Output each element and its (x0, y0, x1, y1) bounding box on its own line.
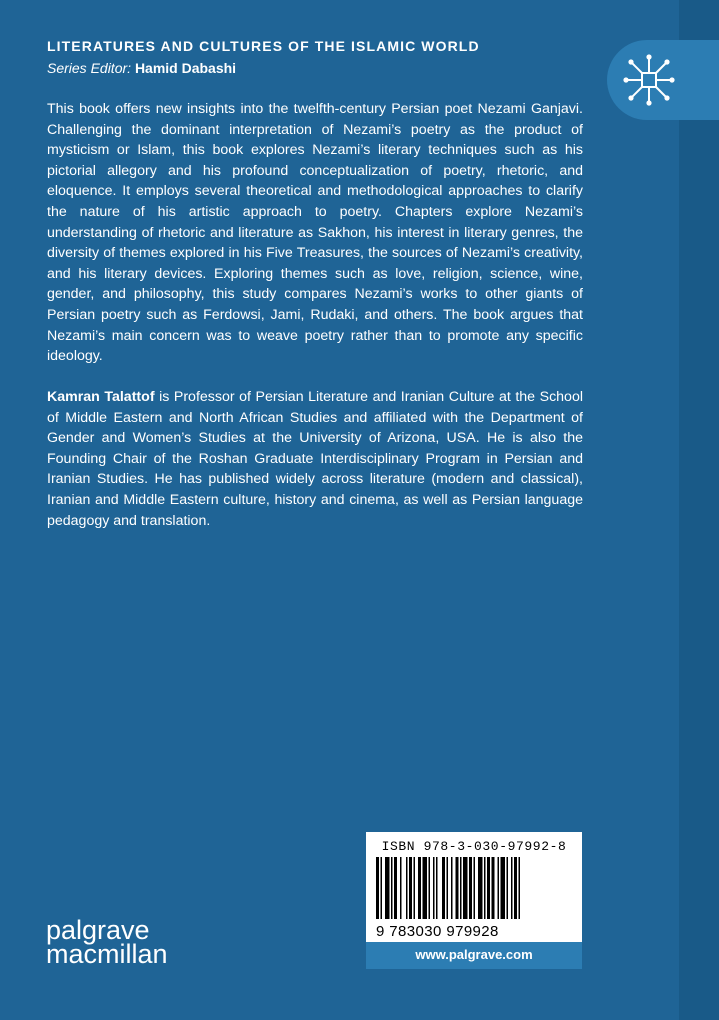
author-bio-text: is Professor of Persian Literature and Iranian Culture at the School of Middle Eastern and North African Studies and affiliated with the Department of Gender and Women’s Studies at the University of Arizona, USA. He is also the Founding Chair of the Roshan Graduate Interdisciplinary Program in Persian and Iranian Studies. He has published widely across literature (modern and classical), Iranian and Middle Eastern culture, history and cinema, as well as Persian language pedagogy and translation. (47, 389, 583, 529)
url-band (366, 942, 582, 969)
publisher-logo-tab (607, 40, 719, 120)
series-title: LITERATURES AND CULTURES OF THE ISLAMIC WORLD (47, 38, 480, 54)
palgrave-star-icon (621, 52, 677, 108)
isbn-label: ISBN 978-3-030-97992-8 (381, 839, 567, 854)
series-editor-label: Series Editor: (47, 60, 132, 76)
publisher-name-line2: macmillan (46, 939, 168, 969)
author-bio (47, 387, 583, 531)
isbn-barcode-block (366, 832, 582, 969)
publisher-name-line1: palgrave (46, 915, 150, 945)
series-editor-name: Hamid Dabashi (134, 60, 237, 76)
barcode-number: 9 783030 979928 (376, 923, 499, 940)
publisher-wordmark (46, 915, 168, 969)
spine-edge (679, 0, 719, 1020)
barcode-panel (366, 832, 582, 942)
barcode-bars (376, 857, 572, 923)
series-editor (47, 60, 236, 76)
book-blurb: This book offers new insights into the twelfth-century Persian poet Nezami Ganjavi. Challenging the dominant interpretation of Nezami’s poetry as the product of mysticism or Islam, this book explores Nezami’s literary techniques such as his pictorial allegory and his profound conceptualization of poetry, rhetoric, and eloquence. It employs several theoretical and methodological approaches to clarify the nature of his artistic approach to poetry. Chapters explore Nezami’s understanding of rhetoric and literature as Sakhon, his interest in literary genres, the diversity of themes explored in his Five Treasures, the sources of Nezami’s creativity, and his literary devices. Exploring themes such as love, religion, science, wine, gender, and philosophy, this study compares Nezami’s works to other giants of Persian poetry such as Ferdowsi, Jami, Rudaki, and others. The book argues that Nezami’s main concern was to weave poetry rather than to promote any specific ideology. (47, 101, 583, 365)
author-name: Kamran Talattof (47, 389, 155, 405)
publisher-url[interactable]: www.palgrave.com (415, 947, 533, 962)
